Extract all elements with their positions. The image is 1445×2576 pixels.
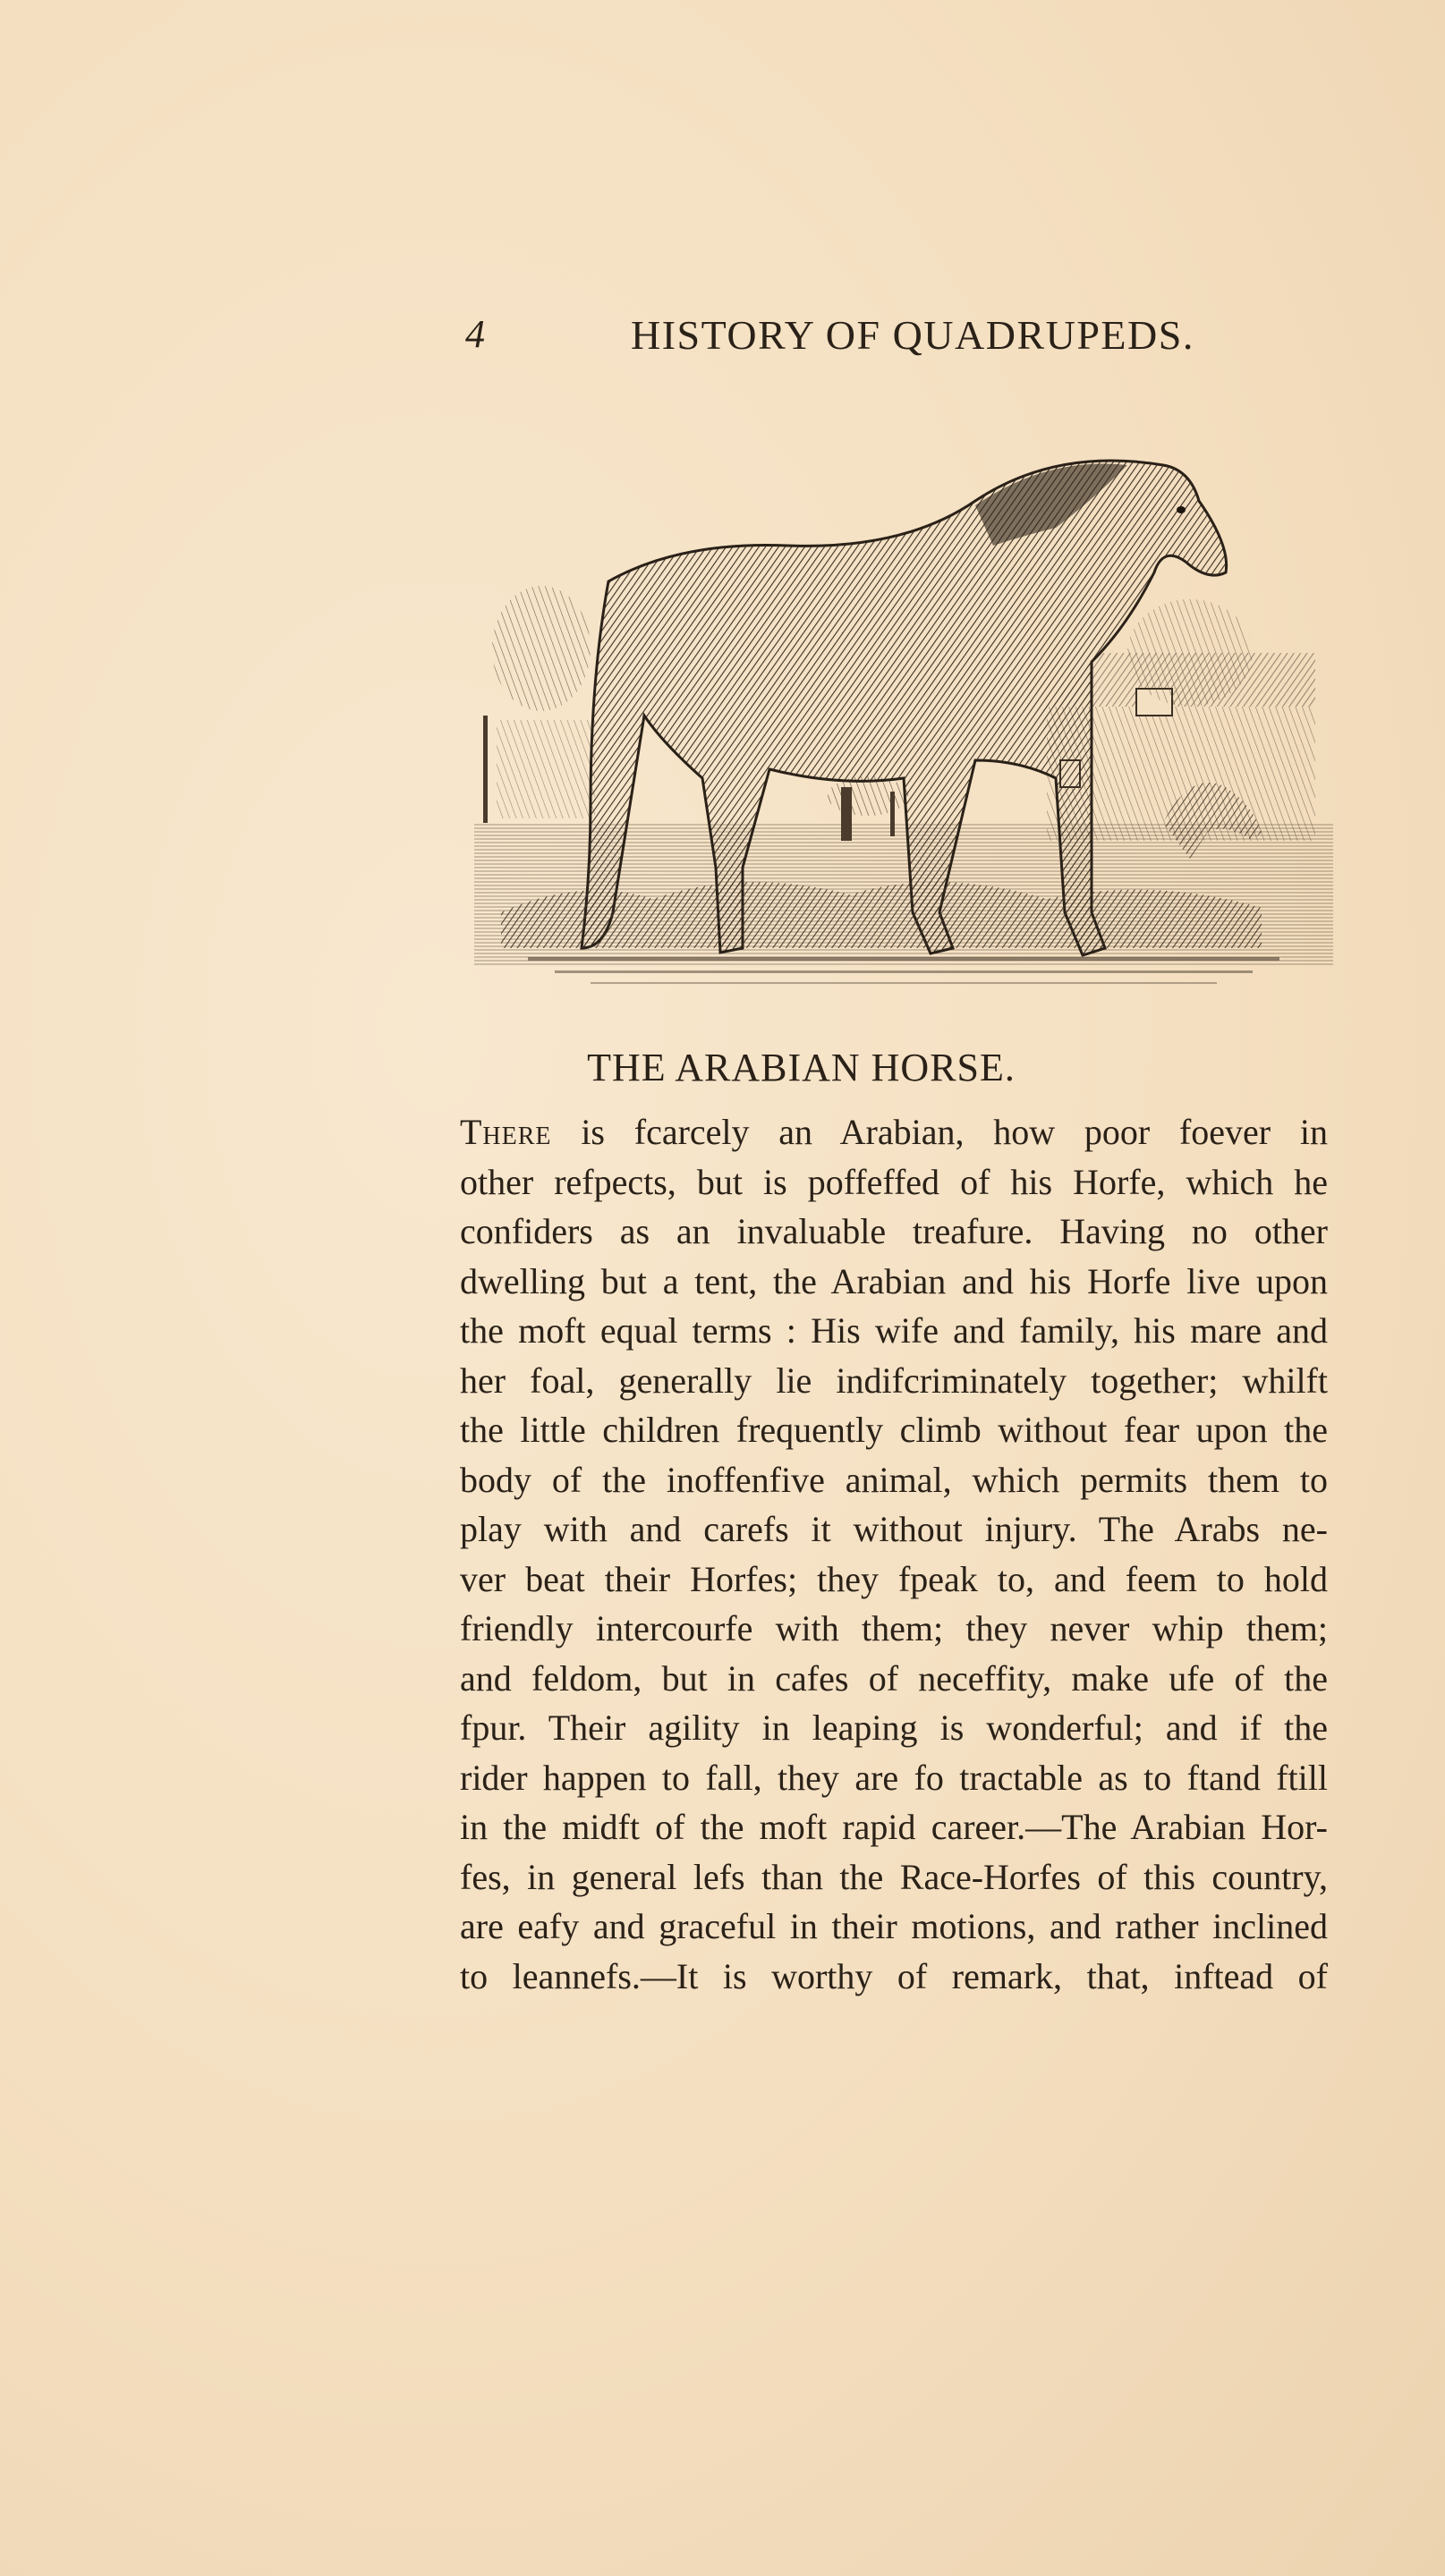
text-line: fpur. Their agility in leaping is wonderful; and if the	[460, 1707, 1328, 1748]
text-line: play with and carefs it without injury. The Arabs ne-	[460, 1509, 1328, 1549]
text-line: friendly intercourfe with them; they never whip them;	[460, 1608, 1328, 1648]
book-title: HISTORY OF QUADRUPEDS.	[631, 312, 1194, 358]
text-line: other refpects, but is poffeffed of his Horfe, which he	[460, 1161, 1328, 1202]
text-line: the little children frequently climb without fear upon the	[460, 1410, 1328, 1450]
text-line: and feldom, but in cafes of neceffity, make ufe of the	[460, 1657, 1328, 1699]
text-line: dwelling but a tent, the Arabian and his Horfe live upon	[460, 1260, 1328, 1301]
text-line: her foal, generally lie indifcriminately together; whilft	[460, 1360, 1328, 1401]
text-line: body of the inoffenfive animal, which permits them to	[460, 1459, 1328, 1500]
running-head	[456, 311, 1199, 365]
text-line: in the midft of the moft rapid career.—The Arabian Hor-	[460, 1807, 1328, 1847]
section-title: THE ARABIAN HORSE.	[587, 1046, 1016, 1089]
body-text	[460, 1107, 1328, 2001]
drop-word: There	[460, 1112, 552, 1152]
text-line: are eafy and graceful in their motions, and rather inclined	[460, 1906, 1328, 1946]
text-line: the moft equal terms : His wife and family, his mare and	[460, 1310, 1328, 1351]
horse-engraving	[474, 447, 1333, 1020]
text-line: rider happen to fall, they are fo tractable as to ftand ftill	[460, 1757, 1328, 1798]
text-line: confiders as an invaluable treafure. Having no other	[460, 1211, 1328, 1251]
text-line: fes, in general lefs than the Race-Horfes of this country,	[460, 1856, 1328, 1897]
text-line: ver beat their Horfes; they fpeak to, and feem to hold	[460, 1558, 1328, 1599]
trees-left	[483, 586, 595, 823]
text-line: to leannefs.—It is worthy of remark, that, inftead of	[460, 1955, 1328, 1996]
text-line: There is fcarcely an Arabian, how poor foever in	[460, 1112, 1328, 1152]
page-number: 4	[465, 312, 486, 356]
